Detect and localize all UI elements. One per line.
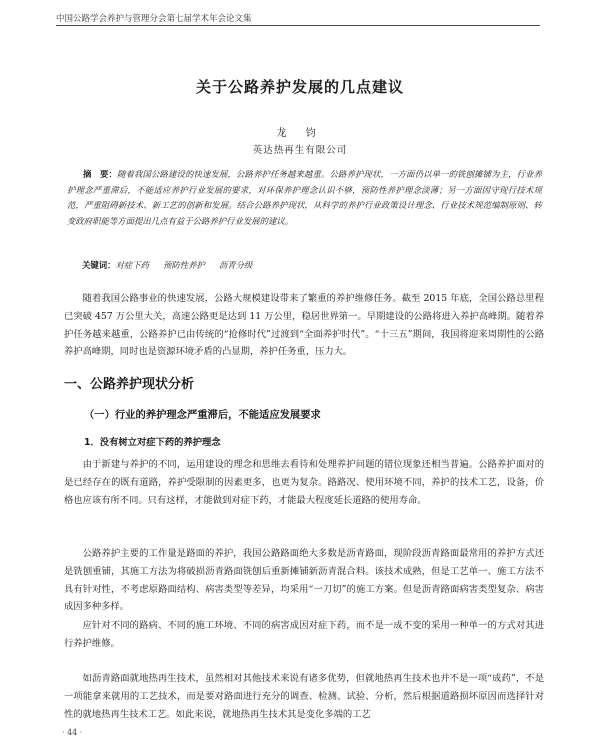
- header-rule: [56, 25, 540, 26]
- abstract-text: 随着我国公路建设的快速发展，公路养护任务越来越重。公路养护现状，一方面仍以单一的铣刨摊铺为主，行业养护理念严重滞后，不能适应养护行业发展的要求，对环保养护理念认识不够，预防性养护理念淡薄；另一方面因守现行技术规范，严重阻碍新技术、新工艺的创新和发展。结合公路养护现状，从科学的养护行业政策设计理念、行业技术规范编制原则、转变政府职能等方面提出几点有益于公路养护行业发展的建议。: [67, 169, 542, 226]
- section-heading: 一、公路养护现状分析: [64, 377, 195, 392]
- keyword-item: 预防性养护: [163, 260, 205, 270]
- keywords: [82, 259, 252, 271]
- subsection-heading: （一）行业的养护理念严重滞后，不能适应发展要求: [84, 409, 321, 421]
- page-number: · 44 ·: [62, 728, 83, 737]
- intro-paragraph: 随着我国公路事业的快速发展，公路大规模建设带来了繁重的养护维修任务。截至 2015 年底，全国公路总里程已突破 457 万公里大关，高速公路更是达到 11 万公里，稳居世界第一。早期建设的公路将进入养护高峰期。随着养护任务越来越重，公路养护已由传统的“抢修时代”过渡到“全面养护时代”。“十三五”期间，我国将迎来周期性的公路养护高峰期，同时也是资源环境矛盾的凸显期，养护任务重，压力大。: [64, 293, 544, 358]
- body-paragraph: 由于新建与养护的不同，运用建设的理念和思维去看待和处理养护问题的错位现象还相当普遍。公路养护面对的是已经存在的既有道路，养护受限制的因素更多，也更为复杂。路路况、使用环境不同，养护的技术工艺，设备，价格也应该有所不同。只有这样，才能做到对症下药，才能最大程度延长道路的使用寿命。: [64, 459, 544, 506]
- body-paragraph: 公路养护主要的工作量是路面的养护，我国公路路面绝大多数是沥青路面，现阶段沥青路面最常用的养护方式还是铣刨重铺，其施工方法为将破损沥青路面铣刨后重新摊铺新沥青混合料。该技术成熟，但是工艺单一、施工方法不具有针对性，不考虑原路面结构、病害类型等差异，均采用“一刀切”的施工方案。但是沥青路面病害类型复杂、病害成因多种多样。: [64, 548, 544, 613]
- body-paragraph: 如沥青路面就地热再生技术，虽然相对其他技术来说有诸多优势，但就地热再生技术也并不是一项“成药”，不是一项能拿来就用的工艺技术，而是要对路面进行充分的调查、检测、试验、分析，然后根据道路损坏原因而选择针对性的就地热再生技术工艺。如此来说，就地热再生技术其是变化多端的工艺: [64, 673, 544, 720]
- item-heading: 1．没有树立对症下药的养护理念: [84, 437, 221, 448]
- body-paragraph: 应针对不同的路病、不同的施工环境、不同的病害成因对症下药，而不是一成不变的采用一种单一的方式对其进行养护维修。: [64, 620, 544, 649]
- abstract-label: 摘 要：: [82, 169, 117, 179]
- keyword-item: 沥青分级: [218, 260, 253, 270]
- paper-title: 关于公路养护发展的几点建议: [195, 78, 404, 96]
- author-affiliation: 英达热再生有限公司: [252, 145, 348, 156]
- keywords-label: 关键词：: [82, 260, 116, 270]
- author-name: 龙 钧: [276, 128, 324, 139]
- running-header: 中国公路学会养护与管理分会第七届学术年会论文集: [56, 14, 252, 24]
- abstract: [67, 167, 542, 229]
- keyword-item: 对症下药: [115, 260, 149, 270]
